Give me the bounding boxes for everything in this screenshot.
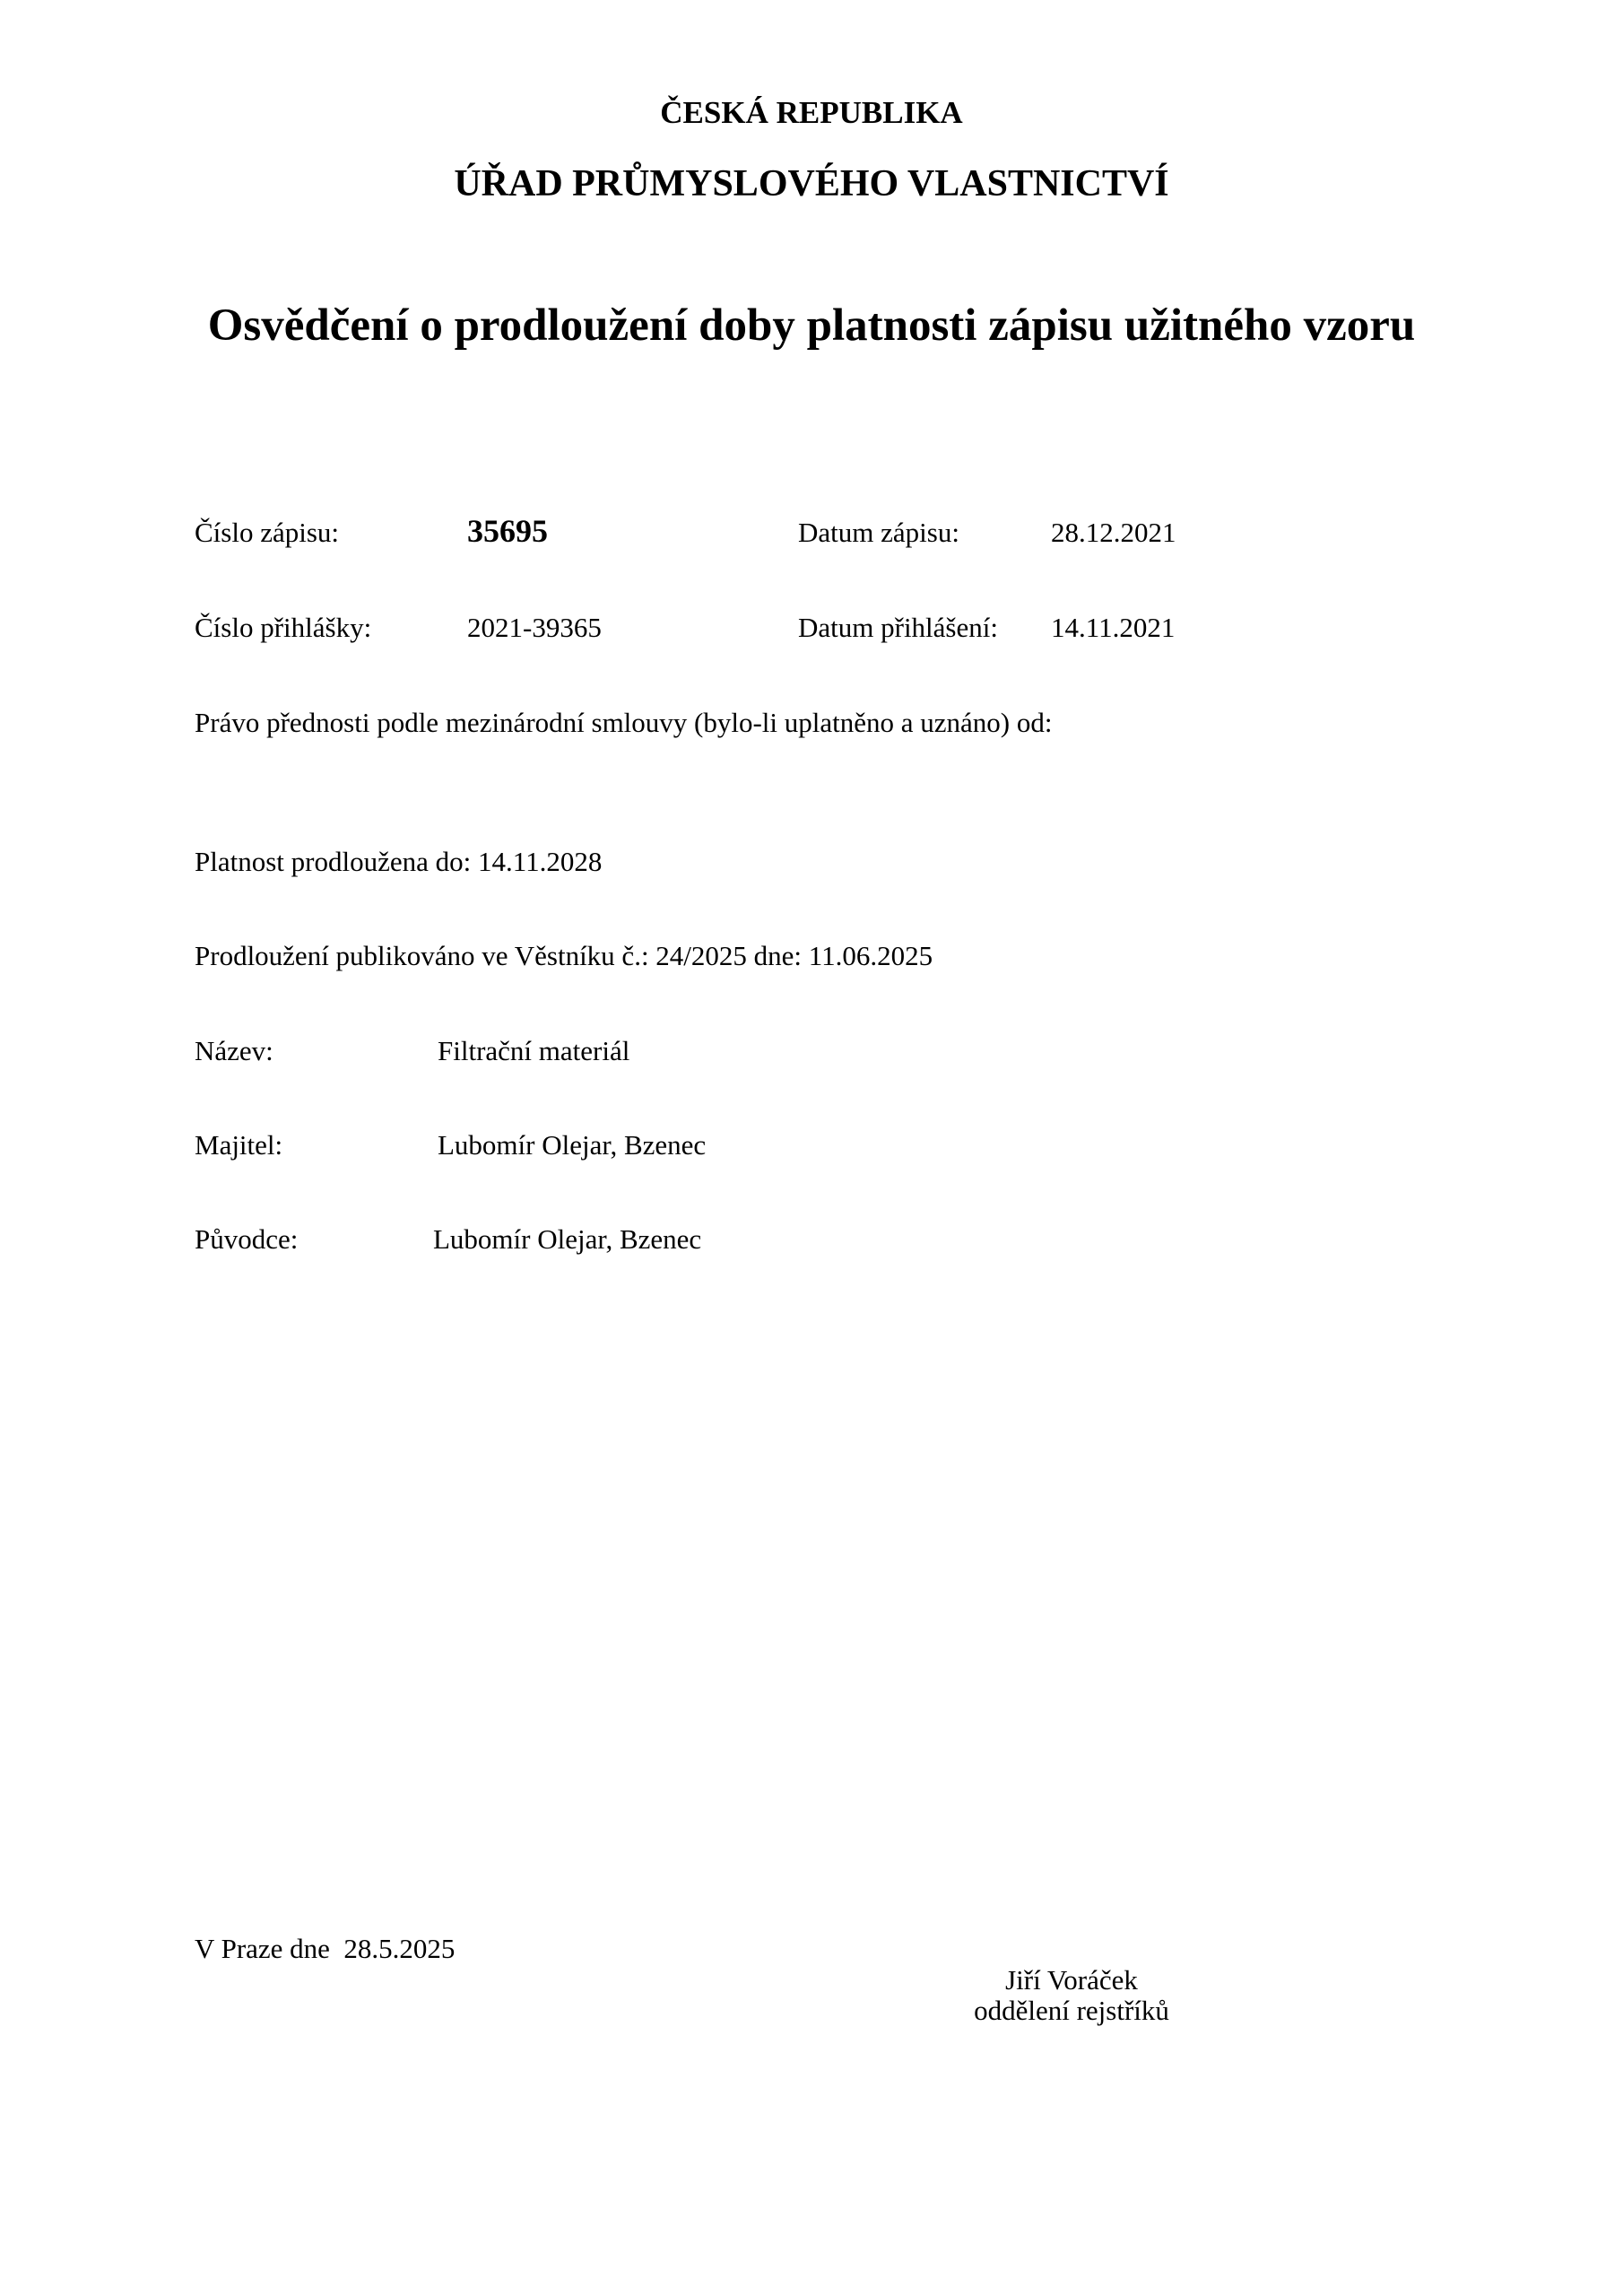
name-label: Název: bbox=[195, 1035, 273, 1066]
application-number-label: Číslo přihlášky: bbox=[195, 612, 372, 643]
validity-text: Platnost prodloužena do: 14.11.2028 bbox=[195, 846, 603, 877]
application-number-value: 2021-39365 bbox=[467, 612, 602, 643]
document-title: Osvědčení o prodloužení doby platnosti zápisu užitného vzoru bbox=[207, 300, 1416, 351]
application-date-label: Datum přihlášení: bbox=[798, 612, 998, 643]
originator-value: Lubomír Olejar, Bzenec bbox=[433, 1223, 702, 1255]
registration-number-value: 35695 bbox=[467, 513, 548, 549]
header-country: ČESKÁ REPUBLIKA bbox=[660, 95, 963, 130]
place-and-date: V Praze dne 28.5.2025 bbox=[195, 1933, 456, 1964]
registration-date-label: Datum zápisu: bbox=[798, 517, 959, 548]
registration-number-label: Číslo zápisu: bbox=[195, 517, 340, 548]
application-date-value: 14.11.2021 bbox=[1051, 612, 1176, 643]
registration-date-value: 28.12.2021 bbox=[1051, 517, 1176, 548]
owner-label: Majitel: bbox=[195, 1129, 283, 1161]
name-value: Filtrační materiál bbox=[438, 1035, 630, 1066]
originator-label: Původce: bbox=[195, 1223, 299, 1255]
signatory-department: oddělení rejstříků bbox=[974, 1995, 1169, 2026]
priority-label: Právo přednosti podle mezinárodní smlouvy (bylo-li uplatněno a uznáno) od: bbox=[195, 707, 1053, 738]
publication-text: Prodloužení publikováno ve Věstníku č.: 24/2025 dne: 11.06.2025 bbox=[195, 940, 933, 971]
owner-value: Lubomír Olejar, Bzenec bbox=[438, 1129, 707, 1161]
signatory-name: Jiří Voráček bbox=[1005, 1964, 1138, 1996]
header-office: ÚŘAD PRŮMYSLOVÉHO VLASTNICTVÍ bbox=[454, 163, 1169, 204]
